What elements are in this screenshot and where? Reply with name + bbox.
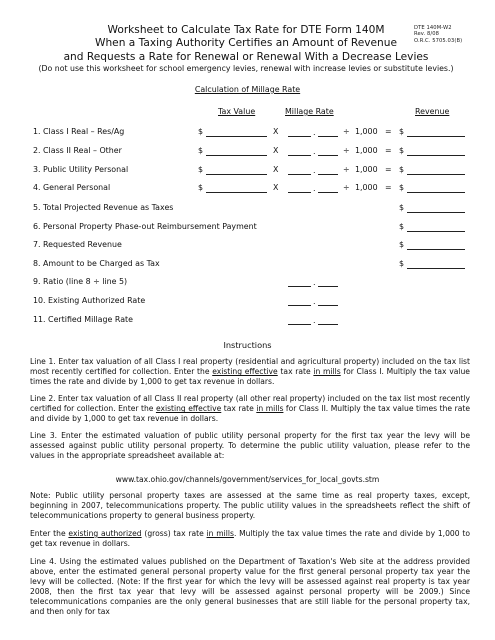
row-label: 8. Amount to be Charged as Tax — [33, 259, 160, 268]
column-revenue: Revenue — [415, 107, 450, 116]
instruction-note: Note: Public utility personal property taxes are assessed at the same time as real property taxes, except, beginning in 2007, telecommunications property. The public utility values in the spreadsheets reflect the shift of telecommunications property to general business property. — [30, 491, 470, 521]
title-line-2: When a Taxing Authority Certifies an Amount of Revenue — [94, 37, 397, 50]
millage-decimal-input[interactable] — [318, 277, 338, 287]
row-label: 4. General Personal — [33, 183, 111, 192]
multiply-sign: X — [273, 127, 279, 136]
revenue-input[interactable] — [407, 183, 465, 193]
equals-sign: = — [385, 183, 392, 192]
decimal-point: . — [313, 278, 316, 287]
row-label: 2. Class II Real – Other — [33, 146, 122, 155]
divide-sign: ÷ — [343, 146, 350, 155]
dollar-sign: $ — [399, 127, 405, 136]
equals-sign: = — [385, 127, 392, 136]
revenue-input[interactable] — [407, 222, 465, 232]
multiply-sign: X — [273, 183, 279, 192]
row-label: 5. Total Projected Revenue as Taxes — [33, 203, 174, 212]
multiply-sign: X — [273, 165, 279, 174]
decimal-point: . — [313, 166, 316, 175]
row-label: 11. Certified Millage Rate — [33, 315, 133, 324]
millage-decimal-input[interactable] — [318, 183, 338, 193]
column-tax-value: Tax Value — [218, 107, 256, 116]
millage-whole-input[interactable] — [288, 146, 311, 156]
row-label: 9. Ratio (line 8 ÷ line 5) — [33, 277, 128, 286]
equals-sign: = — [385, 165, 392, 174]
decimal-point: . — [313, 128, 316, 137]
title-note: (Do not use this worksheet for school emergency levies, renewal with increase levies or substitute levies.) — [38, 64, 454, 74]
revenue-input[interactable] — [407, 165, 465, 175]
row-label: 7. Requested Revenue — [33, 240, 122, 249]
tax-value-input[interactable] — [206, 183, 267, 193]
millage-whole-input[interactable] — [288, 296, 311, 306]
millage-whole-input[interactable] — [288, 277, 311, 287]
millage-decimal-input[interactable] — [318, 296, 338, 306]
dollar-sign: $ — [198, 127, 204, 136]
dollar-sign: $ — [399, 165, 405, 174]
millage-decimal-input[interactable] — [318, 146, 338, 156]
decimal-point: . — [313, 297, 316, 306]
instruction-line-3-rate: Enter the existing authorized (gross) tax rate in mills. Multiply the tax value times the rate and divide by 1,000 to get tax revenue in dollars. — [30, 529, 470, 549]
dollar-sign: $ — [399, 203, 405, 212]
millage-decimal-input[interactable] — [318, 127, 338, 137]
millage-whole-input[interactable] — [288, 183, 311, 193]
row-label: 1. Class I Real – Res/Ag — [33, 127, 125, 136]
revenue-input[interactable] — [407, 240, 465, 250]
equals-sign: = — [385, 146, 392, 155]
row-label: 6. Personal Property Phase-out Reimbursement Payment — [33, 222, 257, 231]
divide-sign: ÷ — [343, 165, 350, 174]
revenue-input[interactable] — [407, 259, 465, 269]
revenue-input[interactable] — [407, 203, 465, 213]
dollar-sign: $ — [399, 183, 405, 192]
divide-sign: ÷ — [343, 183, 350, 192]
tax-value-input[interactable] — [206, 165, 267, 175]
tax-value-input[interactable] — [206, 146, 267, 156]
tax-website-url: www.tax.ohio.gov/channels/government/services_for_local_govts.stm — [115, 475, 380, 484]
revenue-input[interactable] — [407, 127, 465, 137]
decimal-point: . — [313, 147, 316, 156]
form-number: DTE 140M-W2 — [414, 25, 452, 31]
divisor-value: 1,000 — [355, 146, 378, 155]
millage-decimal-input[interactable] — [318, 165, 338, 175]
title-line-1: Worksheet to Calculate Tax Rate for DTE Form 140M — [107, 24, 385, 36]
divide-sign: ÷ — [343, 127, 350, 136]
column-millage-rate: Millage Rate — [285, 107, 334, 116]
row-label: 10. Existing Authorized Rate — [33, 296, 146, 305]
divisor-value: 1,000 — [355, 165, 378, 174]
instruction-line-1: Line 1. Enter tax valuation of all Class I real property (residential and agricultural property) included on the tax list most recently certified for collection. Enter the existing effective tax rate in mills for Class I. Multiply the tax value times the rate and divide by 1,000 to get tax revenue in dollars. — [30, 357, 470, 387]
divisor-value: 1,000 — [355, 183, 378, 192]
dollar-sign: $ — [399, 240, 405, 249]
instruction-line-3: Line 3. Enter the estimated valuation of public utility personal property for the first tax year the levy will be assessed against public utility personal property. To determine the public utility valuation, please refer to the values in the appropriate spreadsheet available at: — [30, 431, 470, 461]
divisor-value: 1,000 — [355, 127, 378, 136]
tax-value-input[interactable] — [206, 127, 267, 137]
dollar-sign: $ — [198, 183, 204, 192]
row-label: 3. Public Utility Personal — [33, 165, 129, 174]
dollar-sign: $ — [399, 146, 405, 155]
millage-whole-input[interactable] — [288, 165, 311, 175]
millage-whole-input[interactable] — [288, 315, 311, 325]
millage-whole-input[interactable] — [288, 127, 311, 137]
title-line-3: and Requests a Rate for Renewal or Renewal With a Decrease Levies — [63, 50, 429, 63]
multiply-sign: X — [273, 146, 279, 155]
revenue-input[interactable] — [407, 146, 465, 156]
dollar-sign: $ — [399, 259, 405, 268]
instructions-title: Instructions — [223, 340, 272, 350]
decimal-point: . — [313, 184, 316, 193]
dollar-sign: $ — [399, 222, 405, 231]
instruction-line-4: Line 4. Using the estimated values published on the Department of Taxation's Web site at the address provided above, enter the estimated general personal property value for the first general personal property tax year the levy will be collected. (Note: If the first year for which the levy will be assessed against real property is tax year 2008, then the first tax year that levy will be assessed against personal property will be 2009.) Since telecommunications companies are the only general businesses that are still liable for the personal property tax, and then only for tax — [30, 557, 470, 617]
worksheet-title — [26, 24, 466, 74]
millage-decimal-input[interactable] — [318, 315, 338, 325]
instruction-line-2: Line 2. Enter tax valuation of all Class II real property (all other real property) included on the tax list most recently certified for collection. Enter the existing effective tax rate in mills for Class II. Multiply the tax value times the rate and divide by 1,000 to get tax revenue in dollars. — [30, 394, 470, 424]
dollar-sign: $ — [198, 146, 204, 155]
form-statute: O.R.C. 5705.03(B) — [414, 37, 463, 44]
calculation-heading: Calculation of Millage Rate — [194, 85, 301, 94]
decimal-point: . — [313, 316, 316, 325]
form-revision: Rev. 8/08 — [414, 31, 440, 38]
dollar-sign: $ — [198, 165, 204, 174]
